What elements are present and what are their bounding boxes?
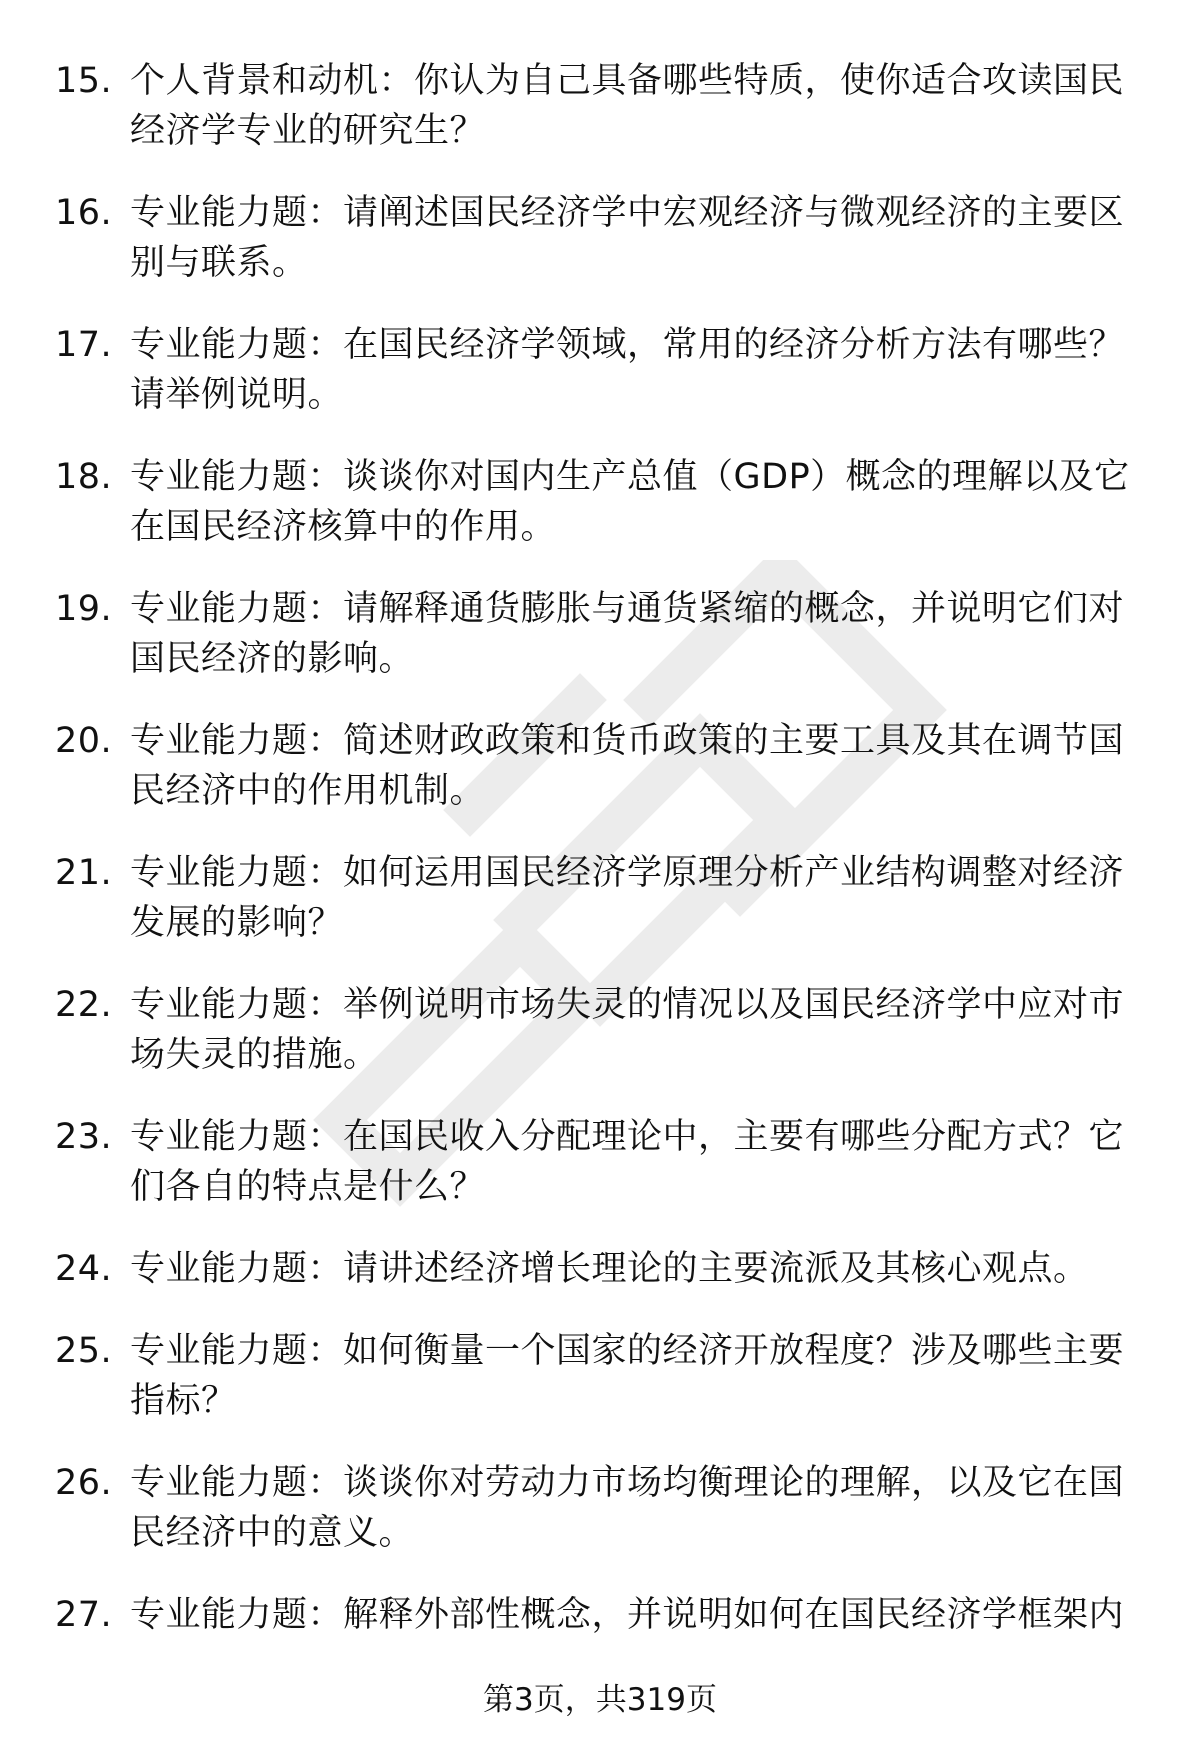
question-number: 25. [55, 1331, 113, 1371]
question-list [55, 56, 1145, 1672]
question-item-20 [55, 716, 1145, 816]
question-item-25 [55, 1326, 1145, 1426]
question-item-24 [55, 1244, 1145, 1294]
question-number: 21. [55, 853, 113, 893]
question-number: 15. [55, 61, 113, 101]
question-text: 专业能力题：请阐述国民经济学中宏观经济与微观经济的主要区别与联系。 [130, 193, 1125, 283]
question-text: 专业能力题：谈谈你对国内生产总值（GDP）概念的理解以及它在国民经济核算中的作用。 [130, 457, 1130, 547]
question-item-16 [55, 188, 1145, 288]
question-item-23 [55, 1112, 1145, 1212]
question-number: 20. [55, 721, 113, 761]
question-text: 专业能力题：在国民经济学领域，常用的经济分析方法有哪些？请举例说明。 [130, 325, 1125, 415]
question-number: 22. [55, 985, 113, 1025]
question-text: 专业能力题：解释外部性概念，并说明如何在国民经济学框架内 [130, 1595, 1125, 1635]
question-item-18 [55, 452, 1145, 552]
question-text: 个人背景和动机：你认为自己具备哪些特质，使你适合攻读国民经济学专业的研究生？ [130, 61, 1125, 151]
question-text: 专业能力题：举例说明市场失灵的情况以及国民经济学中应对市场失灵的措施。 [130, 985, 1125, 1075]
question-item-22 [55, 980, 1145, 1080]
question-text: 专业能力题：如何运用国民经济学原理分析产业结构调整对经济发展的影响？ [130, 853, 1125, 943]
question-item-19 [55, 584, 1145, 684]
question-text: 专业能力题：简述财政政策和货币政策的主要工具及其在调节国民经济中的作用机制。 [130, 721, 1125, 811]
question-item-17 [55, 320, 1145, 420]
page-footer: 第3页，共319页 [483, 1682, 717, 1718]
question-text: 专业能力题：在国民收入分配理论中，主要有哪些分配方式？它们各自的特点是什么？ [130, 1117, 1125, 1207]
question-item-15 [55, 56, 1145, 156]
question-number: 26. [55, 1463, 113, 1503]
question-number: 23. [55, 1117, 113, 1157]
question-text: 专业能力题：请解释通货膨胀与通货紧缩的概念，并说明它们对国民经济的影响。 [130, 589, 1125, 679]
question-number: 19. [55, 589, 113, 629]
question-text: 专业能力题：如何衡量一个国家的经济开放程度？涉及哪些主要指标？ [130, 1331, 1125, 1421]
question-number: 27. [55, 1595, 113, 1635]
question-item-27 [55, 1590, 1145, 1640]
question-number: 18. [55, 457, 113, 497]
question-item-21 [55, 848, 1145, 948]
question-item-26 [55, 1458, 1145, 1558]
question-number: 24. [55, 1249, 113, 1289]
question-text: 专业能力题：谈谈你对劳动力市场均衡理论的理解，以及它在国民经济中的意义。 [130, 1463, 1125, 1553]
question-number: 17. [55, 325, 113, 365]
question-text: 专业能力题：请讲述经济增长理论的主要流派及其核心观点。 [130, 1249, 1089, 1289]
question-number: 16. [55, 193, 113, 233]
